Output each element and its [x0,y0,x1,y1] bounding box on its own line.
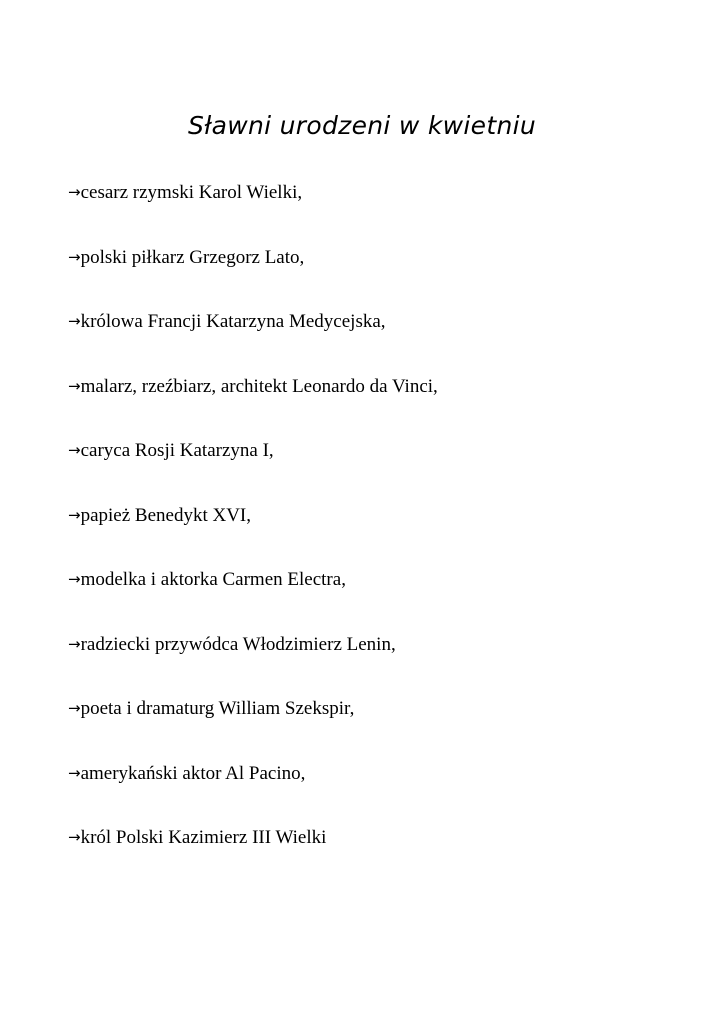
list-item-text: polski piłkarz Grzegorz Lato, [80,246,305,268]
list-item [68,821,438,886]
list-item-text: papież Benedykt XVI, [80,504,251,526]
arrow-icon: → [68,763,81,782]
arrow-icon: → [68,828,81,846]
list-item [68,434,438,499]
famous-people-list [68,176,438,886]
list-item [68,628,438,693]
list-item-text: cesarz rzymski Karol Wielki, [80,182,303,203]
arrow-icon: → [68,247,81,266]
arrow-icon: → [68,312,81,330]
arrow-icon: → [68,183,81,201]
list-item [68,305,438,370]
list-item [68,241,438,306]
list-item-text: radziecki przywódca Włodzimierz Lenin, [80,633,396,655]
page-title: Sławni urodzeni w kwietniu [188,111,536,140]
arrow-icon: → [68,634,81,653]
list-item-text: poeta i dramaturg William Szekspir, [80,698,355,719]
list-item-text: modelka i aktorka Carmen Electra, [80,569,346,590]
list-item [68,499,438,564]
arrow-icon: → [68,699,81,717]
list-item-text: caryca Rosji Katarzyna I, [80,440,274,461]
list-item-text: malarz, rzeźbiarz, architekt Leonardo da Vinci, [80,375,438,397]
list-item [68,563,438,628]
list-item-text: królowa Francji Katarzyna Medycejska, [80,311,386,332]
list-item [68,692,438,757]
arrow-icon: → [68,441,81,459]
list-item-text: król Polski Kazimierz III Wielki [80,827,327,848]
arrow-icon: → [68,376,81,395]
arrow-icon: → [68,505,81,524]
arrow-icon: → [68,570,81,588]
list-item [68,757,438,822]
list-item [68,370,438,435]
list-item-text: amerykański aktor Al Pacino, [80,762,306,784]
list-item [68,176,438,241]
